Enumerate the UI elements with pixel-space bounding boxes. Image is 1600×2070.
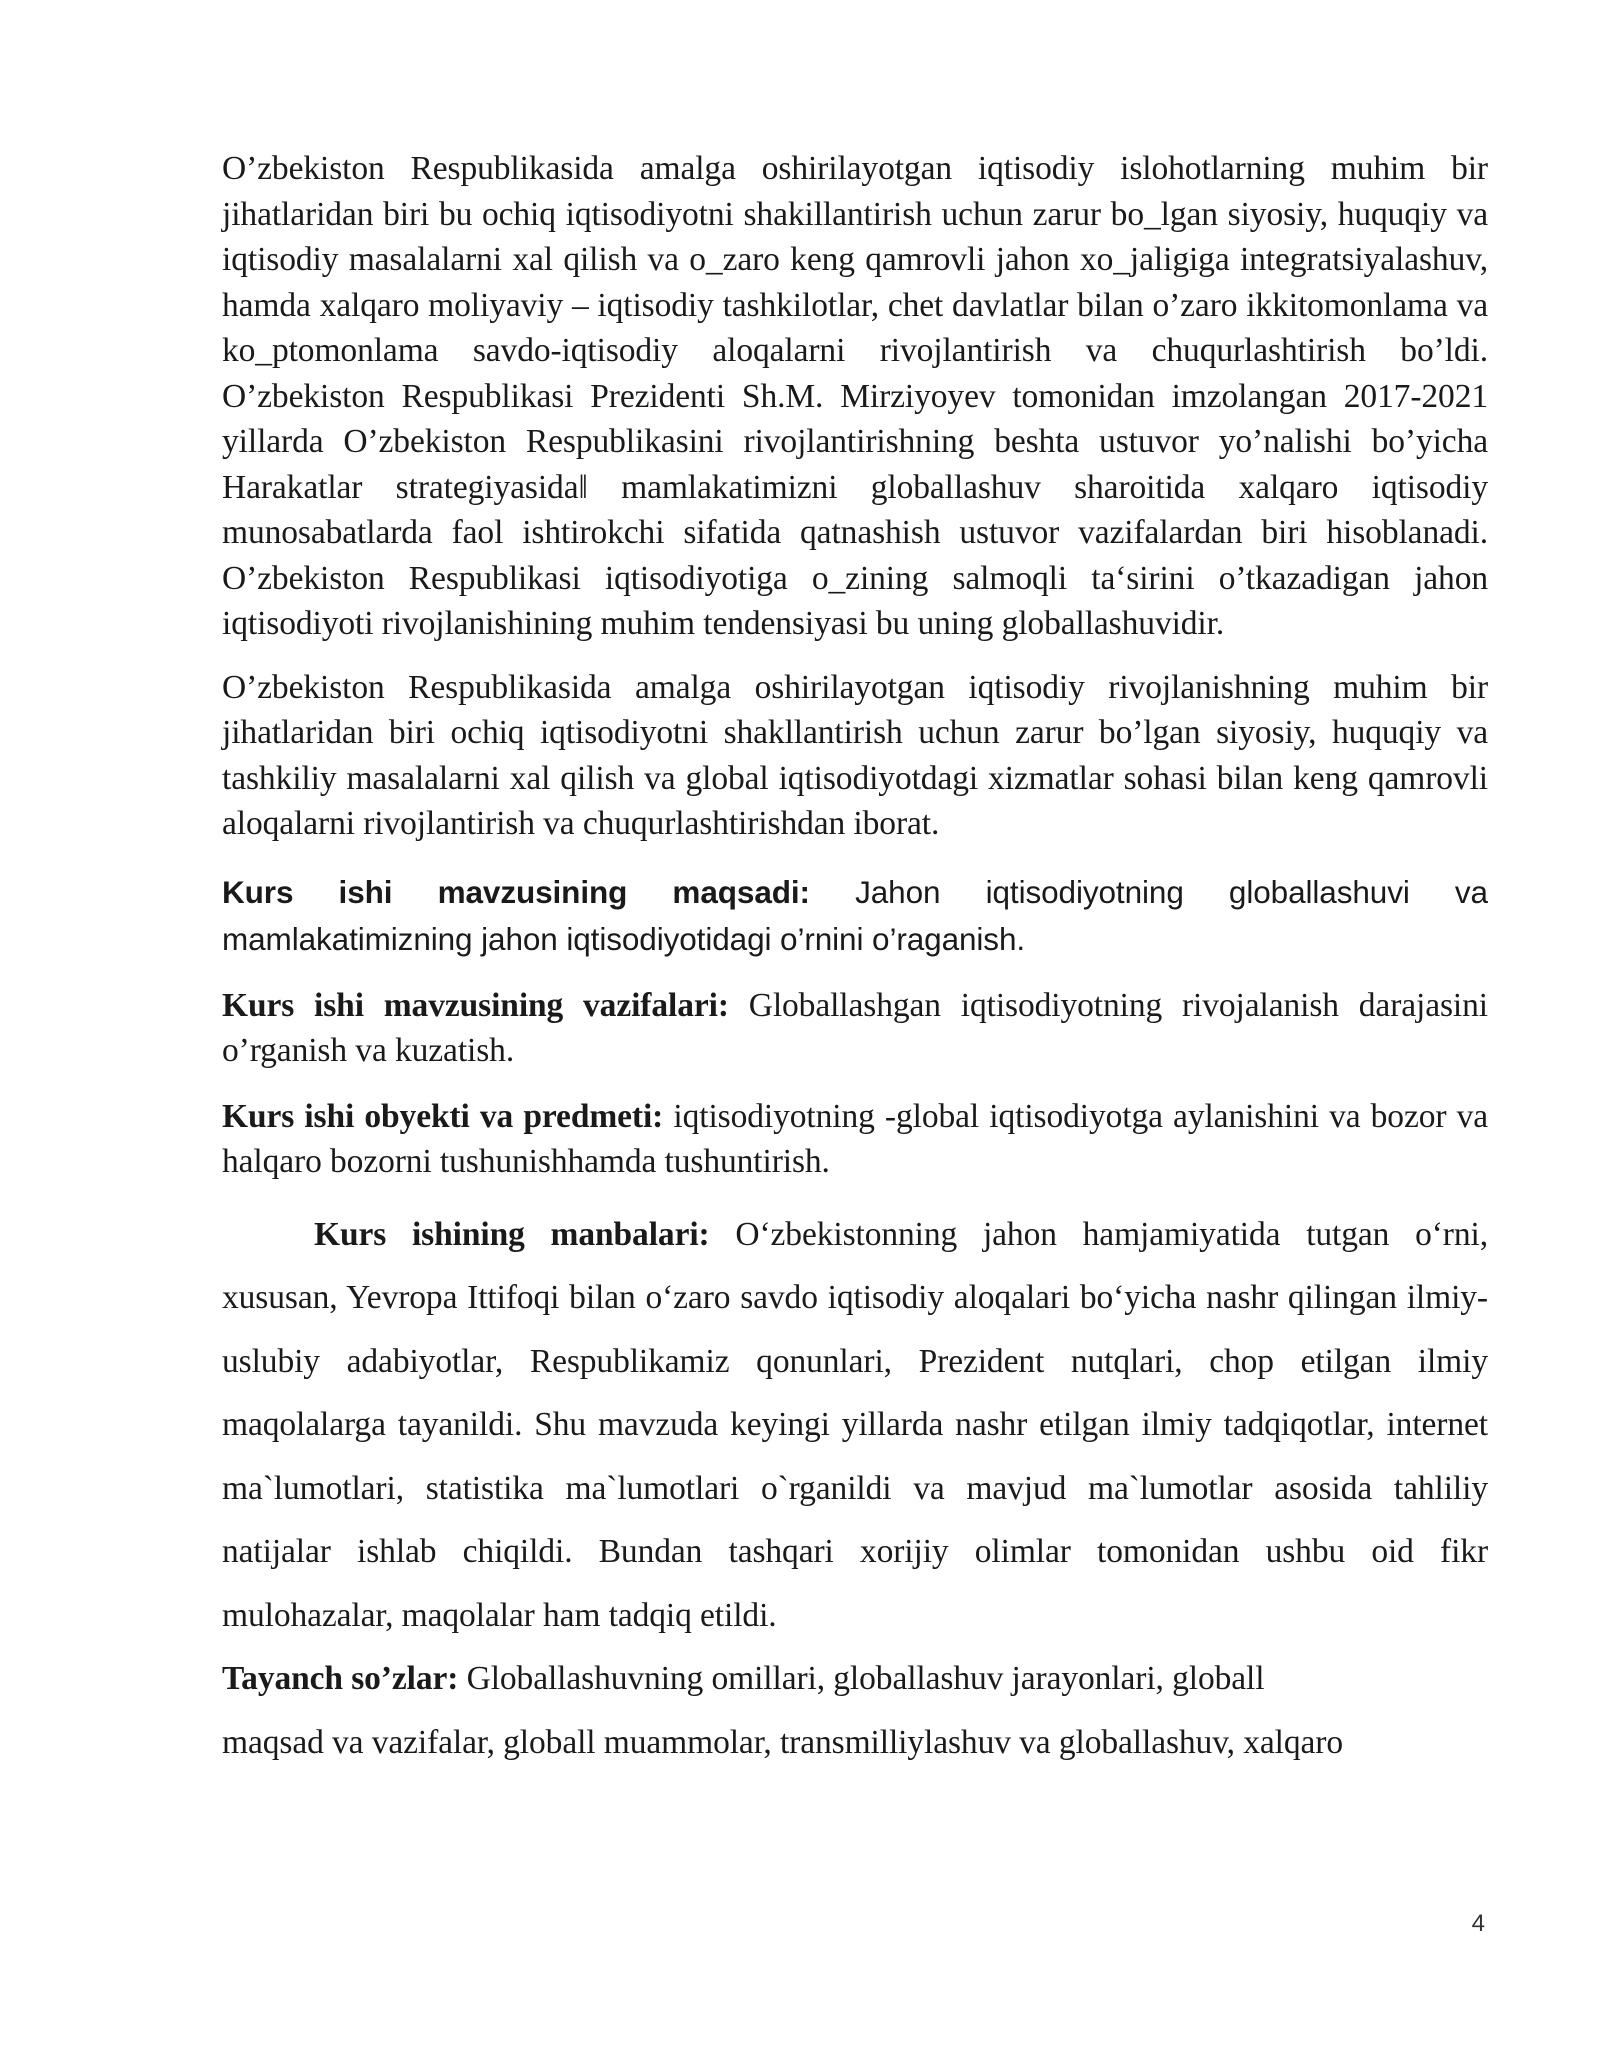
tasks-paragraph: [222, 983, 1488, 1074]
goal-paragraph: [222, 869, 1488, 963]
keywords-paragraph: [222, 1647, 1488, 1774]
sources-text: O‘zbekistonning jahon hamjamiyatida tutgan o‘rni, xususan, Yevropa Ittifoqi bilan o‘zaro savdo iqtisodiy aloqalari bo‘yicha nashr qilingan ilmiy-uslubiy adabiyotlar, Respublikamiz qonunlari, Prezident nutqlari, chop etilgan ilmiy maqolalarga tayanildi. Shu mavzuda keyingi yillarda nashr etilgan ilmiy tadqiqotlar, internet ma`lumotlari, statistika ma`lumotlari o`rganildi va mavjud ma`lumotlar asosida tahliliy natijalar ishlab chiqildi. Bundan tashqari xorijiy olimlar tomonidan ushbu oid fikr mulohazalar, maqolalar ham tadqiq etildi.: [222, 1215, 1488, 1634]
object-label: Kurs ishi obyekti va predmeti:: [222, 1097, 664, 1135]
tasks-label: Kurs ishi mavzusining vazifalari:: [222, 986, 729, 1024]
page-number: 4: [1471, 1910, 1485, 1937]
object-text: iqtisodiyotning -global iqtisodiyotga aylanishini va bozor va halqaro bozorni tushunishhamda tushuntirish.: [222, 1097, 1489, 1180]
page-content: [222, 146, 1488, 1774]
keywords-label: Tayanch so’zlar:: [222, 1660, 459, 1697]
sources-label: Kurs ishining manbalari:: [314, 1215, 710, 1253]
goal-label: Kurs ishi mavzusining maqsadi:: [222, 873, 810, 910]
goal-text: Jahon iqtisodiyotning globallashuvi va mamlakatimizning jahon iqtisodiyotidagi o’rnini o’raganish.: [222, 873, 1488, 957]
keywords-line-1: Globallashuvning omillari, globallashuv jarayonlari, globall: [458, 1660, 1265, 1697]
development-paragraph: O’zbekiston Respublikasida amalga oshirilayotgan iqtisodiy rivojlanishning muhim bir jihatlaridan biri ochiq iqtisodiyotni shakllantirish uchun zarur bo’lgan siyosiy, huquqiy va tashkiliy masalalarni xal qilish va global iqtisodiyotdagi xizmatlar sohasi bilan keng qamrovli aloqalarni rivojlantirish va chuqurlashtirishdan iborat.: [222, 668, 1488, 842]
sources-paragraph: [222, 1203, 1488, 1648]
object-paragraph: [222, 1094, 1488, 1185]
keywords-line-2: maqsad va vazifalar, globall muammolar, transmilliylashuv va globallashuv, xalqaro: [222, 1723, 1343, 1761]
tasks-text: Globallashgan iqtisodiyotning rivojalanish darajasini o’rganish va kuzatish.: [222, 986, 1488, 1069]
intro-paragraph: O’zbekiston Respublikasida amalga oshirilayotgan iqtisodiy islohotlarning muhim bir jihatlaridan biri bu ochiq iqtisodiyotni shakillantirish uchun zarur bo_lgan siyosiy, huquqiy va iqtisodiy masalalarni xal qilish va o_zaro keng qamrovli jahon xo_jaligiga integratsiyalashuv, hamda xalqaro moliyaviy – iqtisodiy tashkilotlar, chet davlatlar bilan o’zaro ikkitomonlama va ko_ptomonlama savdo-iqtisodiy aloqalarni rivojlantirish va chuqurlashtirish bo’ldi. O’zbekiston Respublikasi Prezidenti Sh.M. Mirziyoyev tomonidan imzolangan 2017-2021 yillarda O’zbekiston Respublikasini rivojlantirishning beshta ustuvor yo’nalishi bo’yicha Harakatlar strategiyasida‖ mamlakatimizni globallashuv sharoitida xalqaro iqtisodiy munosabatlarda faol ishtirokchi sifatida qatnashish ustuvor vazifalardan biri hisoblanadi. O’zbekiston Respublikasi iqtisodiyotiga o_zining salmoqli ta‘sirini o’tkazadigan jahon iqtisodiyoti rivojlanishining muhim tendensiyasi bu uning globallashuvidir.: [222, 150, 1488, 642]
